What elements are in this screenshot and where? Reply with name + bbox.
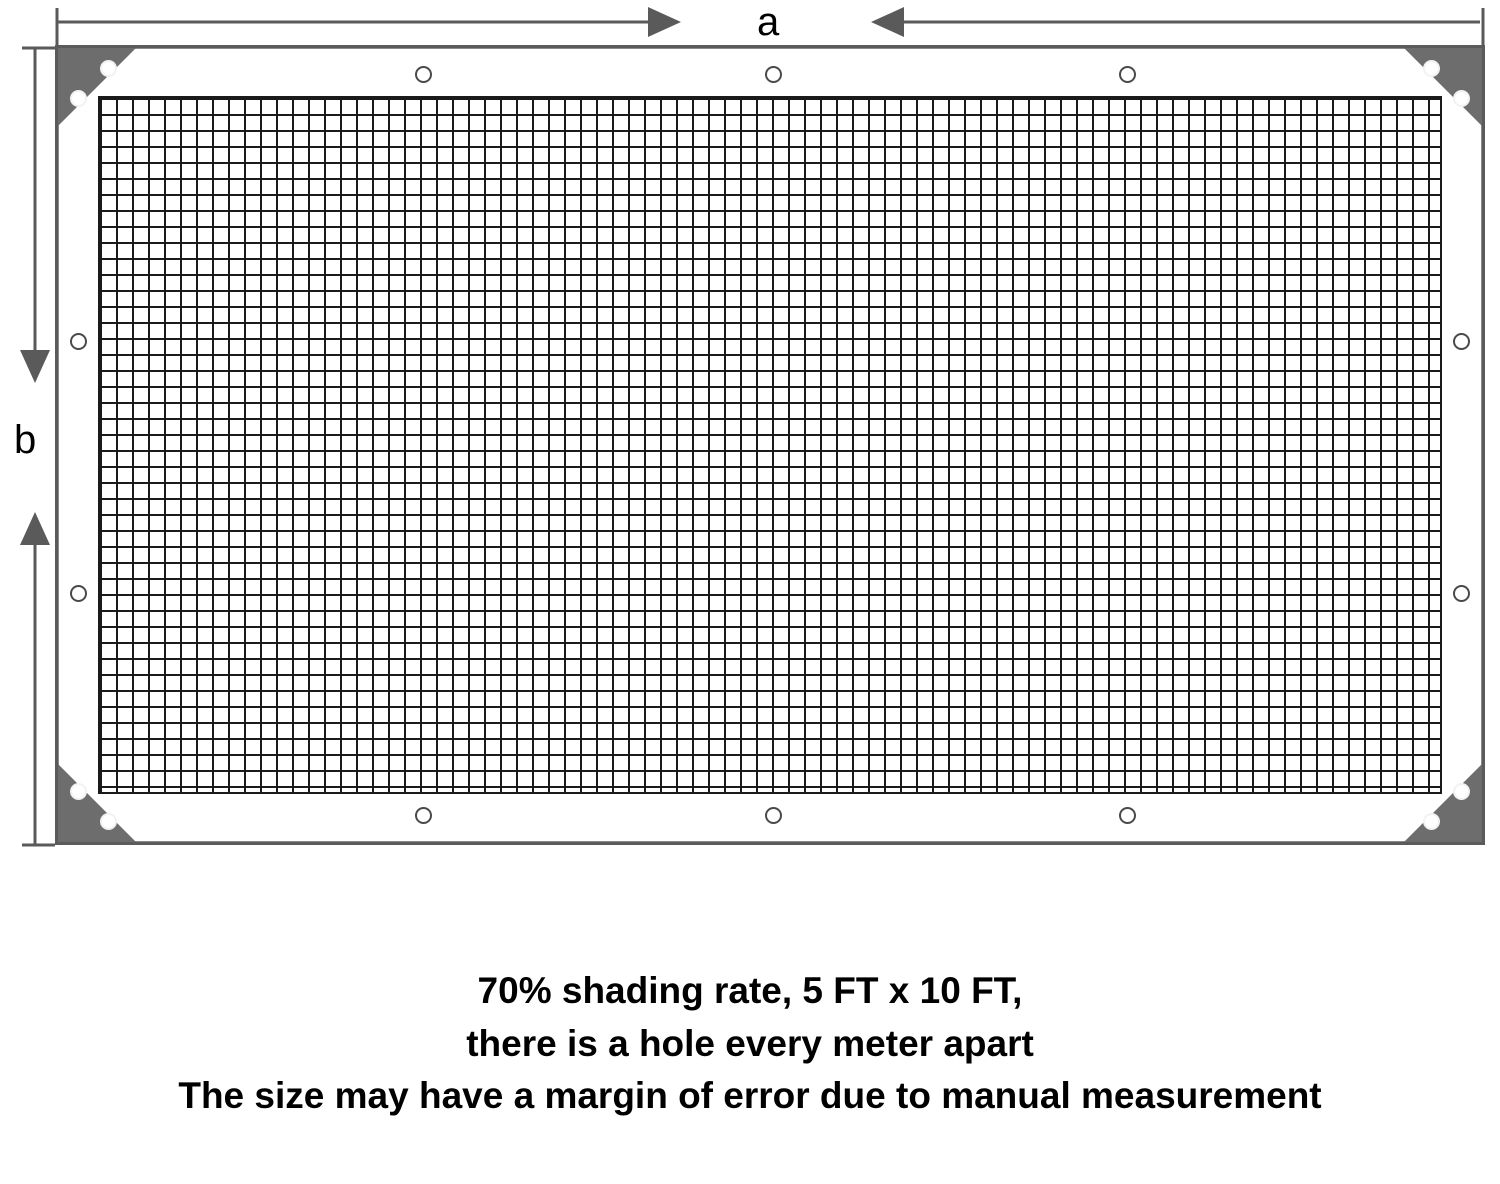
grommet-top-1 bbox=[415, 66, 432, 83]
corner-patch-bottom-left bbox=[58, 764, 136, 842]
corner-patch-top-right bbox=[1404, 48, 1482, 126]
grommet-corner-br-1 bbox=[1423, 813, 1440, 830]
grommet-corner-bl-1 bbox=[70, 783, 87, 800]
grommet-right-2 bbox=[1453, 585, 1470, 602]
grommet-left-2 bbox=[70, 585, 87, 602]
caption-line-1: 70% shading rate, 5 FT x 10 FT, bbox=[477, 970, 1023, 1011]
grommet-top-2 bbox=[765, 66, 782, 83]
grommet-bottom-1 bbox=[415, 807, 432, 824]
grommet-bottom-2 bbox=[765, 807, 782, 824]
height-dimension-label: b bbox=[14, 418, 37, 462]
grommet-corner-bl-2 bbox=[100, 813, 117, 830]
product-caption bbox=[0, 965, 1500, 1123]
grommet-corner-tr-2 bbox=[1453, 90, 1470, 107]
grommet-right-1 bbox=[1453, 333, 1470, 350]
mesh-fabric bbox=[98, 96, 1442, 794]
grommet-top-3 bbox=[1119, 66, 1136, 83]
corner-patch-bottom-right bbox=[1404, 764, 1482, 842]
width-dimension-label: a bbox=[757, 0, 780, 44]
caption-line-2: there is a hole every meter apart bbox=[466, 1022, 1034, 1064]
grommet-left-1 bbox=[70, 333, 87, 350]
grommet-corner-br-2 bbox=[1453, 783, 1470, 800]
corner-patch-top-left bbox=[58, 48, 136, 126]
shade-net-panel bbox=[55, 45, 1485, 845]
caption-line-3: The size may have a margin of error due to manual measurement bbox=[178, 1075, 1322, 1117]
grommet-corner-tr-1 bbox=[1423, 60, 1440, 77]
grommet-bottom-3 bbox=[1119, 807, 1136, 824]
grommet-corner-tl-1 bbox=[100, 60, 117, 77]
grommet-corner-tl-2 bbox=[70, 90, 87, 107]
